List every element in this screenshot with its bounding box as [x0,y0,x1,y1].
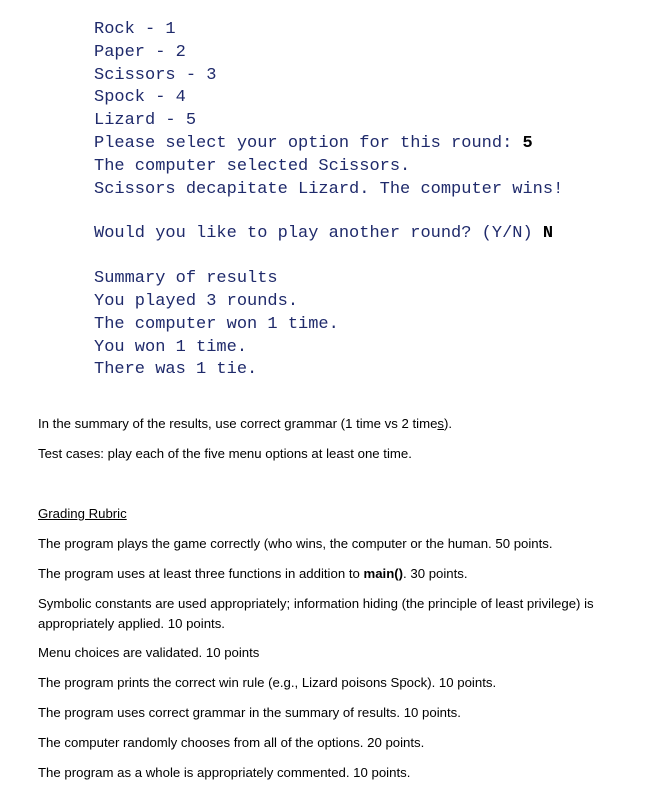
grammar-note-underlined-s: s [437,416,445,431]
menu-option-rock: Rock - 1 [94,20,176,39]
rubric-item-functions-text: The program uses at least three functions in addition to [38,566,364,581]
console-output [94,19,563,382]
rubric-item-random: The computer randomly chooses from all of the options. 20 points. [38,735,425,750]
summary-user-wins: You won 1 time. [94,337,248,357]
rubric-item-functions-points: . 30 points. [403,566,468,581]
computer-selection: The computer selected Scissors. [94,156,411,176]
rubric-item-comments: The program as a whole is appropriately commented. 10 points. [38,765,411,780]
menu-option-paper: Paper - 2 [94,42,186,62]
grammar-note [38,414,452,434]
grammar-note-text: In the summary of the results, use correct grammar (1 time vs 2 time [38,416,438,431]
summary-ties: There was 1 tie. [94,360,258,380]
user-option-input: 5 [522,133,533,153]
rubric-item-gameplay: The program plays the game correctly (who wins, the computer or the human. 50 points. [38,536,553,551]
round-result: Scissors decapitate Lizard. The computer wins! [94,179,564,199]
test-cases-note: Test cases: play each of the five menu options at least one time. [38,446,412,461]
option-prompt-line [94,133,563,156]
rubric-item-constants: Symbolic constants are used appropriately; information hiding (the principle of least privilege) is appropriately applied. 10 points. [38,596,594,631]
option-prompt: Please select your option for this round: [94,133,523,153]
grammar-note-end: ). [444,416,453,431]
rubric-item-win-rule: The program prints the correct win rule (e.g., Lizard poisons Spock). 10 points. [38,675,497,690]
summary-computer-wins: The computer won 1 time. [94,314,339,334]
rubric-item-functions-main: main() [363,566,404,581]
menu-option-lizard: Lizard - 5 [94,111,197,131]
rubric-item-functions [38,564,468,584]
play-again-prompt: Would you like to play another round? (Y/N) [94,224,543,244]
summary-rounds: You played 3 rounds. [94,291,299,311]
menu-option-spock: Spock - 4 [94,88,186,108]
rubric-item-validation: Menu choices are validated. 10 points [38,645,260,660]
summary-title: Summary of results [94,269,278,289]
rubric-heading: Grading Rubric [38,506,127,521]
user-play-again-input: N [542,224,554,244]
play-again-prompt-line [94,223,563,246]
menu-option-scissors: Scissors - 3 [94,65,217,85]
rubric-item-grammar: The program uses correct grammar in the summary of results. 10 points. [38,705,461,720]
